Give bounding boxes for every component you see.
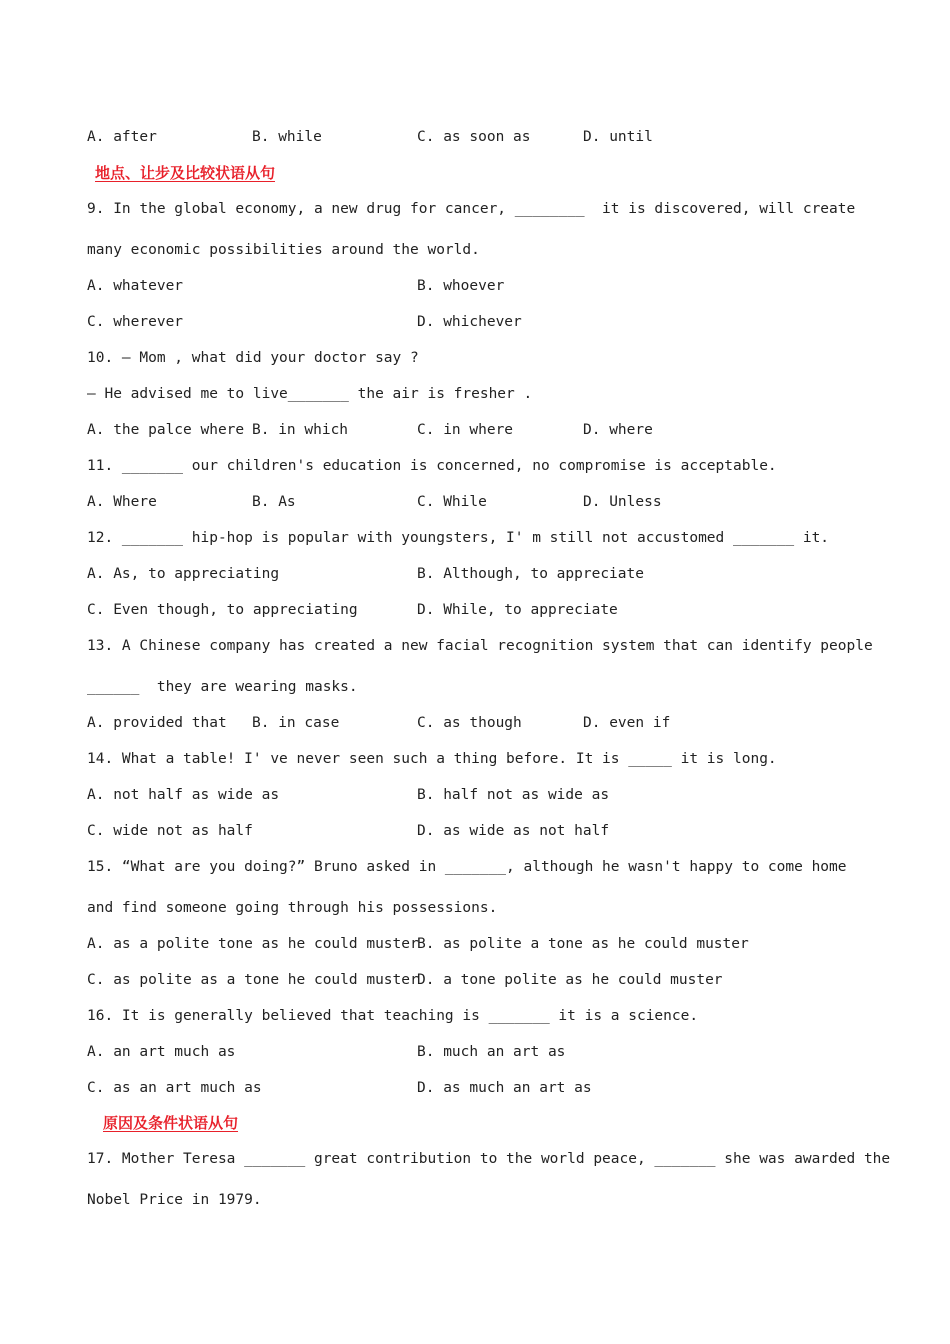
q10-option-c: C. in where bbox=[417, 422, 514, 438]
q10-option-b: B. in which bbox=[252, 422, 349, 438]
q13-stem-line2: ______ they are wearing masks. bbox=[87, 679, 358, 695]
q13-option-d: D. even if bbox=[583, 715, 671, 731]
q9-option-a: A. whatever bbox=[87, 278, 184, 294]
q14-stem: 14. What a table! I' ve never seen such a thing before. It is _____ it is long. bbox=[87, 751, 777, 767]
q14-option-b: B. half not as wide as bbox=[417, 787, 610, 803]
q11-stem: 11. _______ our children's education is concerned, no compromise is acceptable. bbox=[87, 458, 777, 474]
q12-stem: 12. _______ hip-hop is popular with youngsters, I' m still not accustomed _______ it. bbox=[87, 530, 830, 546]
q16-option-a: A. an art much as bbox=[87, 1044, 236, 1060]
section-heading-cause-condition: 原因及条件状语从句 bbox=[103, 1114, 239, 1132]
q16-stem: 16. It is generally believed that teaching is _______ it is a science. bbox=[87, 1008, 699, 1024]
q14-options-row1 bbox=[87, 785, 887, 805]
q13-option-a: A. provided that bbox=[87, 715, 227, 731]
q13-options bbox=[87, 713, 887, 733]
q8-option-b: B. while bbox=[252, 129, 322, 145]
q16-options-row2 bbox=[87, 1078, 887, 1098]
q14-option-a: A. not half as wide as bbox=[87, 787, 280, 803]
q8-option-d: D. until bbox=[583, 129, 653, 145]
q11-option-a: A. Where bbox=[87, 494, 157, 510]
q11-option-c: C. While bbox=[417, 494, 487, 510]
q9-stem-line2: many economic possibilities around the world. bbox=[87, 242, 480, 258]
q14-option-c: C. wide not as half bbox=[87, 823, 253, 839]
q12-option-b: B. Although, to appreciate bbox=[417, 566, 644, 582]
q10-stem-line1: 10. — Mom , what did your doctor say ? bbox=[87, 350, 419, 366]
q13-option-c: C. as though bbox=[417, 715, 522, 731]
q9-options-row2 bbox=[87, 312, 887, 332]
q17-stem-line2: Nobel Price in 1979. bbox=[87, 1192, 262, 1208]
section-heading-place-concession-comparison: 地点、让步及比较状语从句 bbox=[95, 164, 276, 182]
q16-option-d: D. as much an art as bbox=[417, 1080, 592, 1096]
q12-option-c: C. Even though, to appreciating bbox=[87, 602, 358, 618]
q12-options-row2 bbox=[87, 600, 887, 620]
q15-options-row1 bbox=[87, 934, 887, 954]
q13-option-b: B. in case bbox=[252, 715, 340, 731]
q15-option-d: D. a tone polite as he could muster bbox=[417, 972, 723, 988]
q10-option-a: A. the palce where bbox=[87, 422, 245, 438]
q16-option-c: C. as an art much as bbox=[87, 1080, 262, 1096]
q17-stem-line1: 17. Mother Teresa _______ great contribution to the world peace, _______ she was awarded the bbox=[87, 1151, 891, 1167]
q15-stem-line1: 15. “What are you doing?” Bruno asked in _______, although he wasn't happy to come home bbox=[87, 859, 847, 875]
q10-stem-line2: — He advised me to live_______ the air is fresher . bbox=[87, 386, 533, 402]
q15-option-b: B. as polite a tone as he could muster bbox=[417, 936, 749, 952]
q15-option-c: C. as polite as a tone he could muster bbox=[87, 972, 419, 988]
q10-option-d: D. where bbox=[583, 422, 653, 438]
q8-options bbox=[87, 127, 887, 147]
q15-options-row2 bbox=[87, 970, 887, 990]
q9-options-row1 bbox=[87, 276, 887, 296]
q9-option-d: D. whichever bbox=[417, 314, 522, 330]
q12-option-d: D. While, to appreciate bbox=[417, 602, 618, 618]
q11-option-d: D. Unless bbox=[583, 494, 662, 510]
q9-option-c: C. wherever bbox=[87, 314, 184, 330]
q15-option-a: A. as a polite tone as he could muster bbox=[87, 936, 419, 952]
q14-option-d: D. as wide as not half bbox=[417, 823, 610, 839]
q14-options-row2 bbox=[87, 821, 887, 841]
q9-stem-line1: 9. In the global economy, a new drug for cancer, ________ it is discovered, will create bbox=[87, 201, 856, 217]
q11-options bbox=[87, 492, 887, 512]
q12-option-a: A. As, to appreciating bbox=[87, 566, 280, 582]
q16-options-row1 bbox=[87, 1042, 887, 1062]
q11-option-b: B. As bbox=[252, 494, 296, 510]
q15-stem-line2: and find someone going through his possessions. bbox=[87, 900, 498, 916]
q8-option-a: A. after bbox=[87, 129, 157, 145]
q13-stem-line1: 13. A Chinese company has created a new facial recognition system that can identify people bbox=[87, 638, 873, 654]
q12-options-row1 bbox=[87, 564, 887, 584]
q9-option-b: B. whoever bbox=[417, 278, 505, 294]
q8-option-c: C. as soon as bbox=[417, 129, 531, 145]
q10-options bbox=[87, 420, 887, 440]
q16-option-b: B. much an art as bbox=[417, 1044, 566, 1060]
